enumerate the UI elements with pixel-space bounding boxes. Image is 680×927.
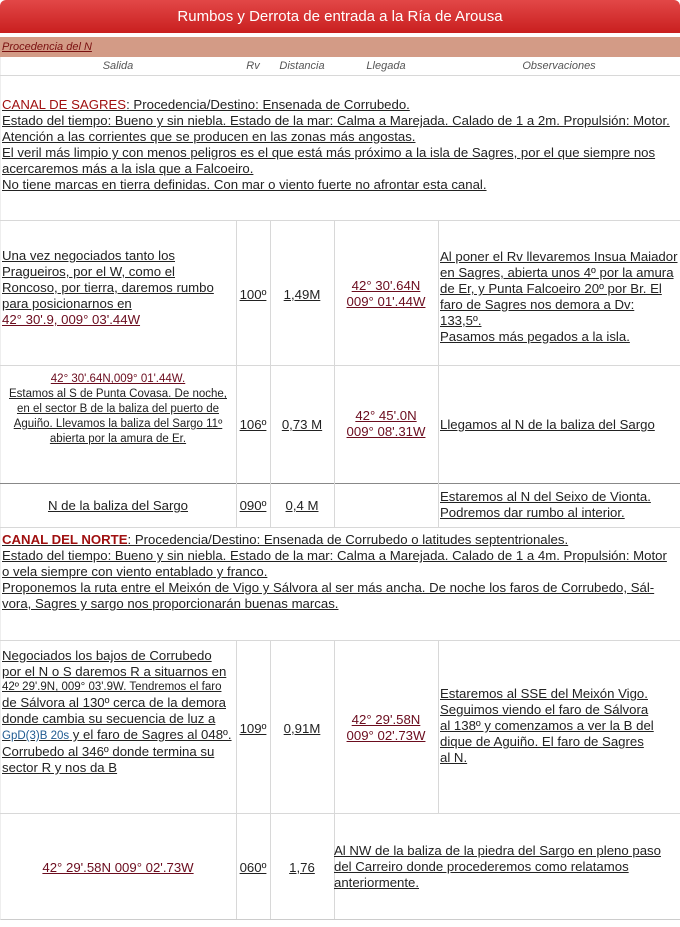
row2-observaciones: Llegamos al N de la baliza del Sargo [440,417,655,432]
coordinate-text: 42° 30'.64N [351,278,421,293]
text-line: Estaremos al N del Seixo de Vionta. [440,489,651,504]
col-header-observaciones: Observaciones [522,60,596,72]
divider [0,640,680,641]
text-line: acercaremos más a la isla que a Falcoeiro. [2,161,254,176]
section-title: Procedencia del N [2,41,92,53]
text-line: o vela siempre con viento entablado y franco. [2,564,268,579]
row4-distancia: 0,91M [283,721,321,736]
text-line: Seguimos viendo el faro de Sálvora [440,702,649,717]
canal-sagres-description [2,97,678,193]
text-line: y el faro de Sagres al 048º. [69,727,232,742]
row2-distancia: 0,73 M [281,417,323,432]
divider [0,813,680,814]
row1-llegada [334,278,438,310]
divider [0,527,680,528]
text-line: dique de Aguiño. El faro de Sagres [440,734,644,749]
text-line: vora, Sagres y sargo nos proporcionarán buenas marcas. [2,596,339,611]
text-line: Atención a las corrientes que se producen en las zonas más angostas. [2,129,416,144]
row4-observaciones [440,686,678,766]
text-line: sector R y nos da B [2,760,118,775]
col-header-rv: Rv [246,60,260,72]
text-line: El veril más limpio y con menos peligros es el que está más próximo a la isla de Sagres, por el que siempre nos [2,145,656,160]
row5-rv: 060º [239,860,267,875]
text-line: : Procedencia/Destino: Ensenada de Corrubedo. [126,97,410,112]
coordinate-text: 009° 08'.31W [346,424,426,439]
col-header-llegada: Llegada [366,60,406,72]
row5-salida: 42° 29'.58N 009° 02'.73W [42,860,194,875]
coordinate-text: 42° 29'.58N [351,712,421,727]
page-title: Rumbos y Derrota de entrada a la Ría de Arousa [0,0,680,33]
text-line: Podremos dar rumbo al interior. [440,505,625,520]
row3-rv: 090º [239,498,267,513]
section-header [0,37,680,57]
row4-llegada [334,712,438,744]
text-line: Negociados los bajos de Corrubedo [2,648,212,663]
canal-norte-description [2,532,678,612]
row2-salida [2,372,234,447]
row3-salida: N de la baliza del Sargo [47,498,189,513]
divider [236,640,237,919]
text-line: Estado del tiempo: Bueno y sin niebla. Estado de la mar: Calma a Marejada. Calado de 1 a 2m. Propulsión: Motor. [2,113,670,128]
row5-observaciones [334,843,679,891]
text-line: para posicionarnos en [2,296,132,311]
divider [0,483,680,484]
divider [270,220,271,527]
text-line: de Er, y Punta Falcoeiro 20º por Br. El [440,281,662,296]
row2-llegada [334,408,438,440]
text-line: en el sector B de la baliza del puerto de [16,403,220,415]
text-line: Estaremos al SSE del Meixón Vigo. [440,686,648,701]
col-header-distancia: Distancia [279,60,325,72]
coordinate-text: 42° 45'.0N [355,408,417,423]
text-line: faro de Sagres nos demora a Dv: 133,5º. [440,297,635,328]
text-line: Pragueiros, por el W, como el [2,264,175,279]
text-line: Al NW de la baliza de la piedra del Sargo en pleno paso [334,843,661,858]
row1-observaciones [440,249,678,345]
row1-salida [2,248,234,328]
text-line: Estamos al S de Punta Covasa. De noche, [9,388,227,400]
coordinate-text: 42° 30'.9, 009° 03'.44W [2,312,141,327]
text-line: Una vez negociados tanto los [2,248,176,263]
row1-distancia: 1,49M [283,287,321,302]
divider [0,365,680,366]
text-line: 42º 29'.9N, 009° 03'.9W. Tendremos el faro [2,681,222,693]
text-line: en Sagres, abierta unos 4º por la amura [440,265,674,280]
text-line: : Procedencia/Destino: Ensenada de Corrubedo o latitudes septentrionales. [127,532,569,547]
divider [0,220,680,221]
divider [438,220,439,527]
coordinate-text: 42° 30'.64N,009° 01'.44W. [50,373,186,385]
text-line: de Sálvora al 130º cerca de la demora [2,695,227,710]
row3-distancia: 0,4 M [285,498,319,513]
row3-observaciones [440,489,678,521]
text-line: Pasamos más pegados a la isla. [440,329,630,344]
text-line: Aguiño. Llevamos la baliza del Sargo 11º [13,418,223,430]
text-line: Al poner el Rv llevaremos Insua Maiador [440,249,678,264]
text-line: del Carreiro donde procederemos como relatamos [334,859,629,874]
text-line: Corrubedo al 346º donde termina su [2,744,215,759]
divider [438,640,439,813]
row4-salida [2,648,234,776]
text-line: Roncoso, por tierra, daremos rumbo [2,280,214,295]
row2-rv: 106º [239,417,267,432]
light-sequence: GpD(3)B 20s [2,730,70,742]
text-line: por el N o S daremos R a situarnos en [2,664,227,679]
text-line: donde cambia su secuencia de luz a [2,711,216,726]
text-line: al 138º y comenzamos a ver la B del [440,718,654,733]
row5-distancia: 1,76 [289,860,315,875]
text-line: al N. [440,750,468,765]
coordinate-text: 009° 01'.44W [346,294,426,309]
text-line: abierta por la amura de Er. [49,433,187,445]
canal-sagres-title: CANAL DE SAGRES [2,97,127,112]
row4-rv: 109º [239,721,267,736]
text-line: Estado del tiempo: Bueno y sin niebla. Estado de la mar: Calma a Marejada. Calado de 1 a 4m. Propulsión: Motor [2,548,667,563]
canal-norte-title: CANAL DEL NORTE [2,532,128,547]
text-line: anteriormente. [334,875,420,890]
col-header-salida: Salida [102,60,134,72]
divider [236,220,237,527]
divider [334,220,335,527]
text-line: No tiene marcas en tierra definidas. Con mar o viento fuerte no afrontar esta canal. [2,177,487,192]
text-line: Proponemos la ruta entre el Meixón de Vigo y Sálvora al ser más ancha. De noche los faros de Corrubedo, Sál- [2,580,655,595]
row1-rv: 100º [239,287,267,302]
divider [270,640,271,919]
coordinate-text: 009° 02'.73W [346,728,426,743]
divider [0,75,680,76]
